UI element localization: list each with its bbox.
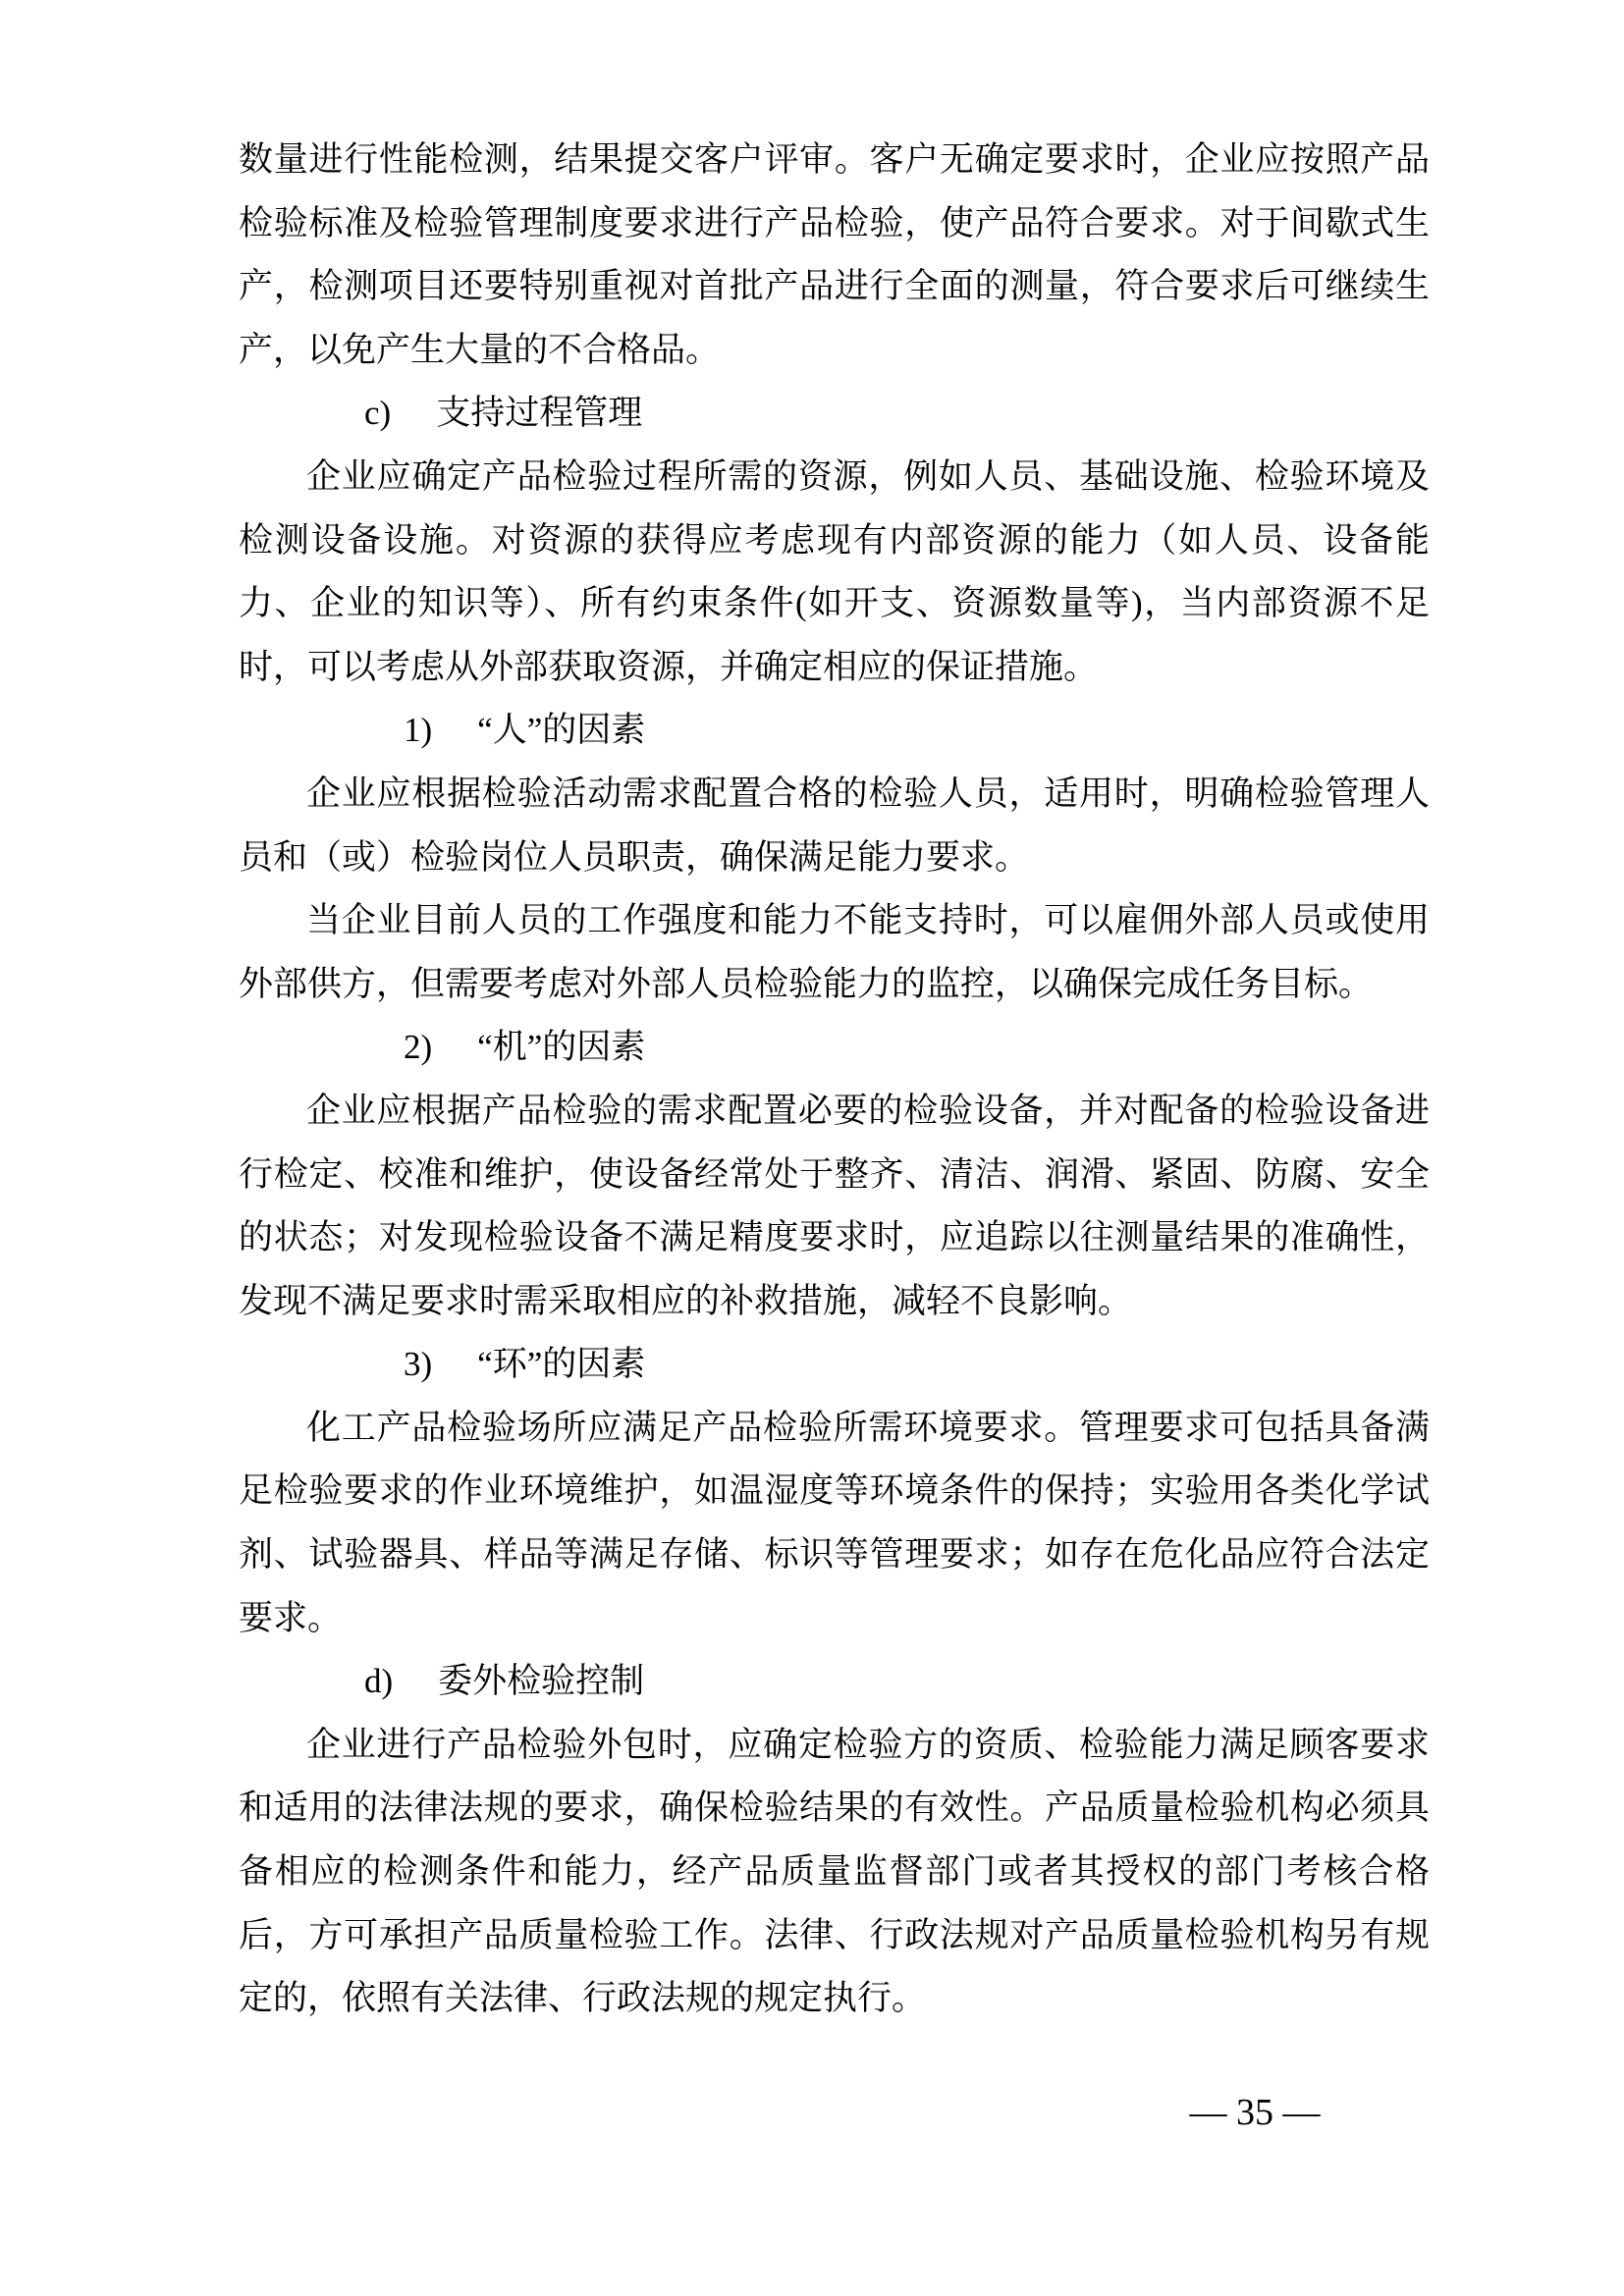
section-label: 1) [404, 711, 433, 750]
page-number: — 35 — [1189, 2092, 1321, 2133]
paragraph-personnel-allocation: 企业应根据检验活动需求配置合格的检验人员，适用时，明确检验管理人员和（或）检验岗位人员职责，确保满足能力要求。 [239, 774, 1430, 877]
section-heading-1-person [239, 699, 1430, 763]
paragraph-external-personnel: 当企业目前人员的工作强度和能力不能支持时，可以雇佣外部人员或使用外部供方，但需要考虑对外部人员检验能力的监控，以确保完成任务目标。 [239, 901, 1430, 1003]
section-title: 委外检验控制 [438, 1662, 645, 1701]
section-heading-2-machine [239, 1016, 1430, 1080]
section-title: “机”的因素 [477, 1028, 646, 1067]
section-title: “人”的因素 [477, 711, 646, 750]
section-label: c) [364, 394, 392, 433]
section-heading-d [239, 1650, 1430, 1714]
section-title: 支持过程管理 [436, 394, 643, 433]
paragraph-equipment-configuration: 企业应根据产品检验的需求配置必要的检验设备，并对配备的检验设备进行检定、校准和维护，使设备经常处于整齐、清洁、润滑、紧固、防腐、安全的状态；对发现检验设备不满足精度要求时，应追踪以往测量结果的准确性，发现不满足要求时需采取相应的补救措施，减轻不良影响。 [239, 1091, 1430, 1320]
section-heading-3-environment [239, 1333, 1430, 1397]
paragraph-outsourced-inspection: 企业进行产品检验外包时，应确定检验方的资质、检验能力满足顾客要求和适用的法律法规的要求，确保检验结果的有效性。产品质量检验机构必须具备相应的检测条件和能力，经产品质量监督部门或者其授权的部门考核合格后，方可承担产品质量检验工作。法律、行政法规对产品质量检验机构另有规定的，依照有关法律、行政法规的规定执行。 [239, 1725, 1430, 2018]
paragraph-production-inspection: 数量进行性能检测，结果提交客户评审。客户无确定要求时，企业应按照产品检验标准及检验管理制度要求进行产品检验，使产品符合要求。对于间歇式生产，检测项目还要特别重视对首批产品进行全面的测量，符合要求后可继续生产，以免产生大量的不合格品。 [239, 140, 1430, 369]
section-heading-c [239, 382, 1430, 446]
paragraph-support-process-resources: 企业应确定产品检验过程所需的资源，例如人员、基础设施、检验环境及检测设备设施。对资源的获得应考虑现有内部资源的能力（如人员、设备能力、企业的知识等）、所有约束条件(如开支、资源数量等)，当内部资源不足时，可以考虑从外部获取资源，并确定相应的保证措施。 [239, 456, 1430, 686]
section-label: d) [364, 1662, 394, 1701]
section-title: “环”的因素 [477, 1345, 646, 1384]
text-block [239, 129, 1430, 2031]
section-label: 2) [404, 1028, 433, 1067]
section-label: 3) [404, 1345, 433, 1384]
paragraph-environment-requirements: 化工产品检验场所应满足产品检验所需环境要求。管理要求可包括具备满足检验要求的作业环境维护，如温湿度等环境条件的保持；实验用各类化学试剂、试验器具、样品等满足存储、标识等管理要求；如存在危化品应符合法定要求。 [239, 1408, 1430, 1637]
